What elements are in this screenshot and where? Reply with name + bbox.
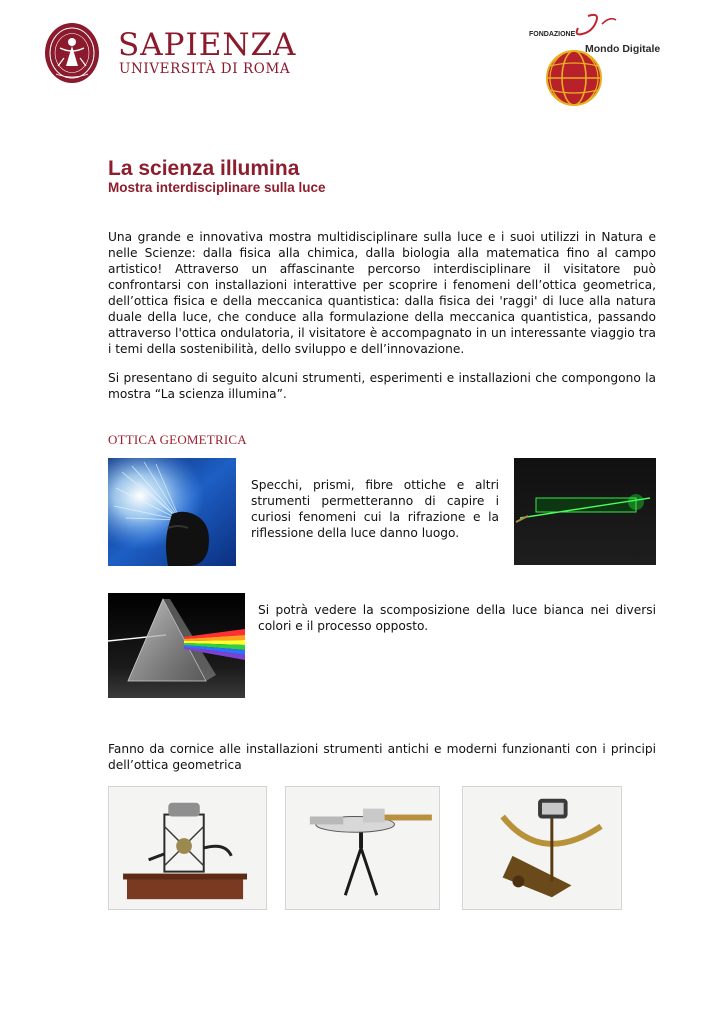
intro-paragraph: Una grande e innovativa mostra multidisciplinare sulla luce e i suoi utilizzi in Natura e nelle Scienze: dalla fisica alla chimica, dalla biologia alla matematica fino al campo artistico! Attraverso un affascinante percorso interdisciplinare il visitatore può confrontarsi con installazioni interattive per scoprire i fenomeni dell’ottica geometrica, dell’ottica fisica e della meccanica quantistica: dalla fisica dei 'raggi' di luce alla natura duale della luce, che conduce alla formulazione della meccanica quantistica, passando attraverso l'ottica ondulatoria, il visitatore è accompagnato in un interessante viaggio tra i temi della sostenibilità, dello sviluppo e dell’innovazione.: [108, 230, 656, 356]
mirrors-description: Specchi, prismi, fibre ottiche e altri strumenti permetteranno di capire i curiosi fenomeni cui la rifrazione e la riflessione della luce danno luogo.: [251, 478, 499, 540]
university-subtitle: UNIVERSITÀ DI ROMA: [119, 61, 291, 77]
section-heading: OTTICA GEOMETRICA: [108, 432, 247, 447]
spectroscope-image: [285, 786, 440, 910]
page-title: La scienza illumina: [108, 157, 300, 180]
antique-instrument-image: [108, 786, 267, 910]
prism-description: Si potrà vedere la scomposizione della luce bianca nei diversi colori e il processo opposto.: [258, 603, 656, 633]
sextant-image: [462, 786, 622, 910]
page-subtitle: Mostra interdisciplinare sulla luce: [108, 180, 326, 195]
second-paragraph: Si presentano di seguito alcuni strumenti, esperimenti e installazioni che compongono la mostra “La scienza illumina”.: [108, 371, 656, 401]
laser-experiment-image: [514, 458, 656, 565]
instruments-paragraph: Fanno da cornice alle installazioni strumenti antichi e moderni funzionanti con i principi dell’ottica geometrica: [108, 742, 656, 772]
foundation-name: Mondo Digitale: [585, 43, 661, 55]
fiber-optics-image: [108, 458, 236, 566]
sapienza-emblem-icon: [44, 22, 100, 84]
mondo-digitale-globe-icon: [530, 12, 650, 108]
foundation-prefix: FONDAZIONE: [529, 31, 576, 38]
university-name: SAPIENZA: [118, 27, 297, 63]
prism-image: [108, 593, 245, 698]
